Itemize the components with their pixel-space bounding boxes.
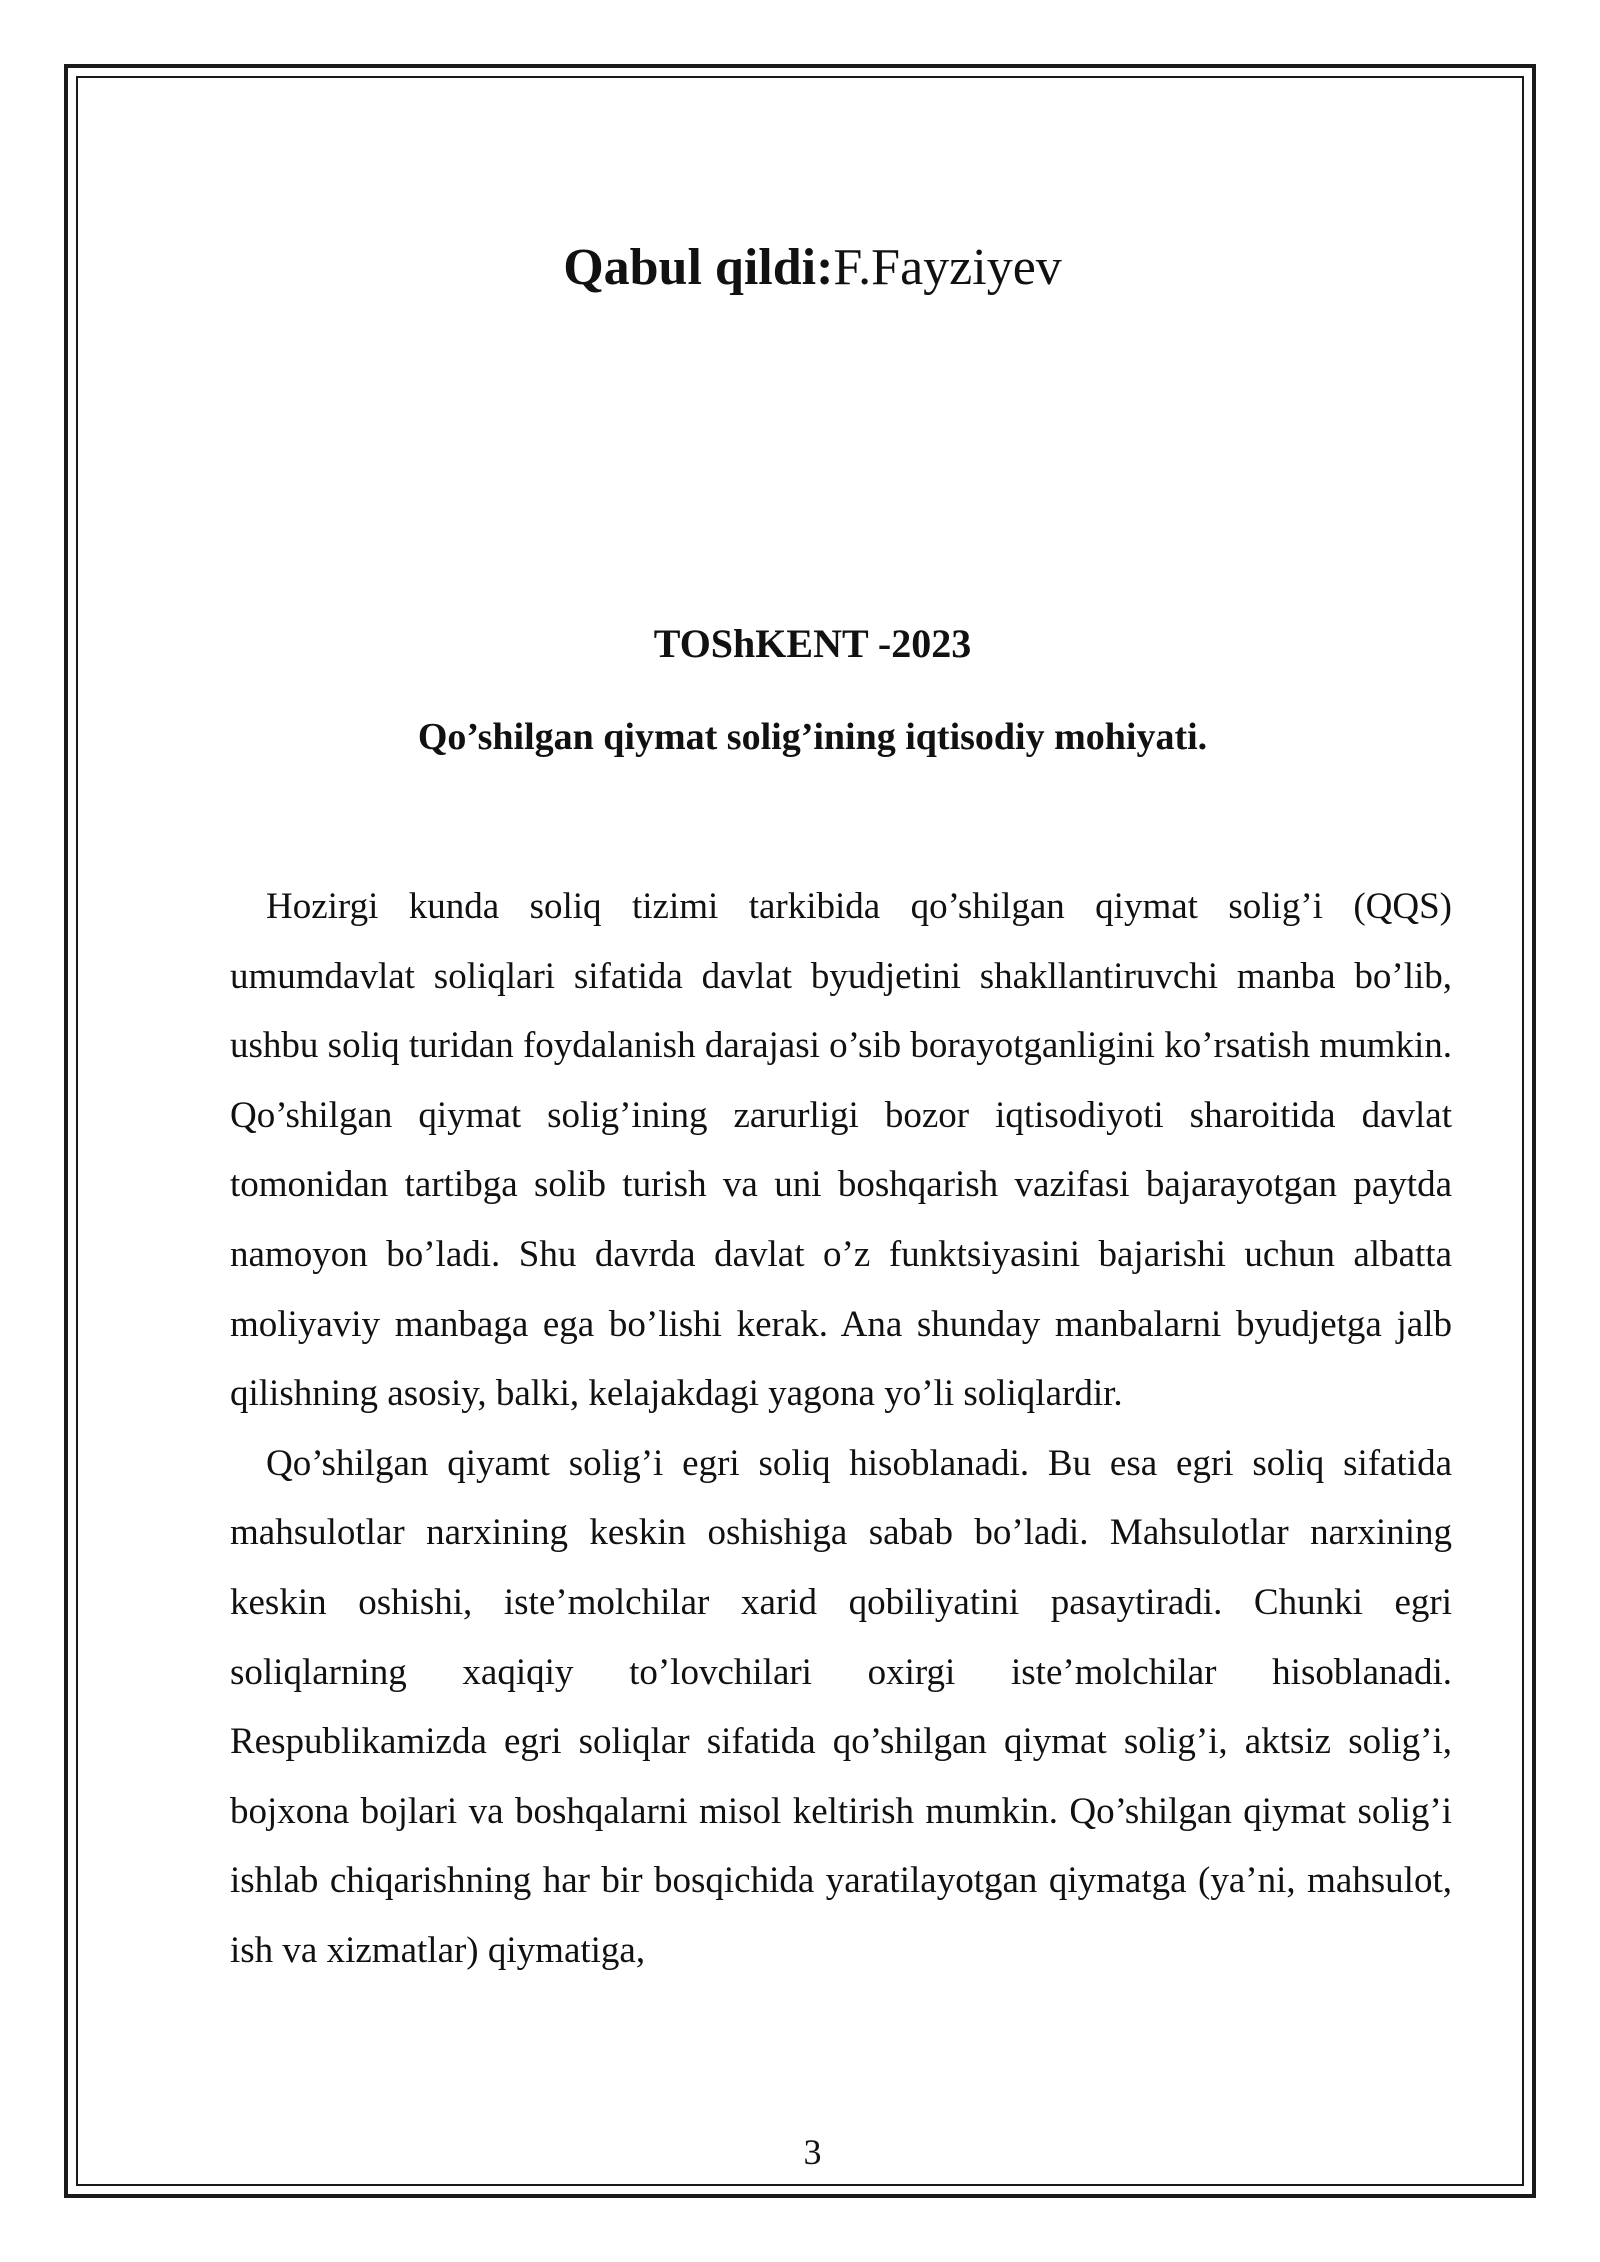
paragraph-1: Hozirgi kunda soliq tizimi tarkibida qo’shilgan qiymat solig’i (QQS) umumdavlat soliqlari sifatida davlat byudjetini shakllantiruvchi manba bo’lib, ushbu soliq turidan foydalanish darajasi o’sib borayotganligini ko’rsatish mumkin. Qo’shilgan qiymat solig’ining zarurligi bozor iqtisodiyoti sharoitida davlat tomonidan tartibga solib turish va uni boshqarish vazifasi bajarayotgan paytda namoyon bo’ladi. Shu davrda davlat o’z funktsiyasini bajarishi uchun albatta moliyaviy manbaga ega bo’lishi kerak. Ana shunday manbalarni byudjetga jalb qilishning asosiy, balki, kelajakdagi yagona yo’li soliqlardir. <box>230 886 1452 1415</box>
received-label: Qabul qildi: <box>563 239 834 296</box>
city-year: TOShKENT -2023 <box>653 621 972 666</box>
paragraph-2: Qo’shilgan qiyamt solig’i egri soliq hisoblanadi. Bu esa egri soliq sifatida mahsulotlar narxining keskin oshishiga sabab bo’ladi. Mahsulotlar narxining keskin oshishi, iste’molchilar xarid qobiliyatini pasaytiradi. Chunki egri soliqlarning xaqiqiy to’lovchilari oxirgi iste’molchilar hisoblanadi. Respublikamizda egri soliqlar sifatida qo’shilgan qiymat solig’i, aktsiz solig’i, bojxona bojlari va boshqalarni misol keltirish mumkin. Qo’shilgan qiymat solig’i ishlab chiqarishning har bir bosqichida yaratilayotgan qiymatga (ya’ni, mahsulot, ish va xizmatlar) qiymatiga, <box>230 1442 1452 1971</box>
document-title: Qo’shilgan qiymat solig’ining iqtisodiy mohiyati. <box>417 716 1208 758</box>
page-number: 3 <box>803 2132 822 2172</box>
body-text <box>230 872 1452 1986</box>
received-name: F.Fayziyev <box>833 239 1062 296</box>
received-by-line <box>0 232 1600 304</box>
